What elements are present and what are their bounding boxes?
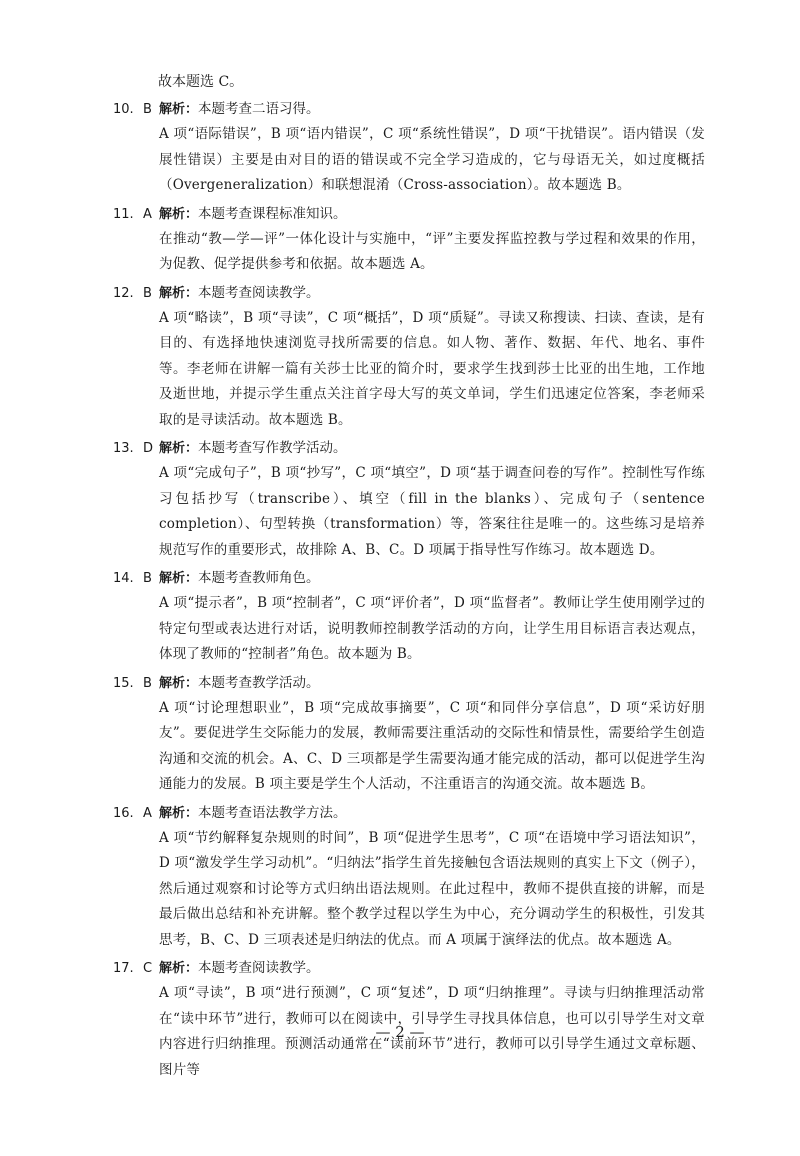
analysis-label: 解析： [159, 675, 199, 691]
answer-header [113, 435, 703, 461]
analysis-topic: 本题考查教学活动。 [198, 674, 320, 691]
analysis-body: A 项“完成句子”，B 项“抄写”，C 项“填空”，D 项“基于调查问卷的写作”。控制性写作练习包括抄写（transcribe）、填空（fill in the blanks）、完成句子（sentence completion）、句型转换（transformation）等，答案往往是唯一的。这些练习是培养规范写作的重要形式，故排除 A、B、C。D 项属于指导性写作练习。故本题选 D。 [159, 465, 705, 558]
analysis-label: 解析： [159, 441, 199, 456]
answer-letter: B [143, 102, 152, 117]
answer-letter: B [143, 571, 152, 586]
analysis-body: A 项“略读”，B 项“寻读”，C 项“概括”，D 项“质疑”。寻读又称搜读、扫读、查读，是有目的、有选择地快速浏览寻找所需要的信息。如人物、著作、数据、年代、地名、事件等。李老师在讲解一篇有关莎士比亚的简介时，要求学生找到莎士比亚的出生地，工作地及逝世地，并提示学生重点关注首字母大写的英文单词，学生们迅速定位答案，李老师采取的是寻读活动。故本题选 B。 [159, 309, 705, 428]
analysis-topic: 本题考查二语习得。 [198, 101, 320, 117]
analysis-label: 解析： [159, 571, 199, 586]
answer-header [113, 280, 703, 306]
analysis-topic: 本题考查阅读教学。 [198, 284, 320, 301]
analysis-body: A 项“语际错误”，B 项“语内错误”，C 项“系统性错误”，D 项“干扰错误”。语内错误（发展性错误）主要是由对目的语的错误或不完全学习造成的，它与母语无关，如过度概括（Overgeneralization）和联想混淆（Cross-association）。故本题选 B。 [159, 126, 705, 193]
answer-letter: A [143, 805, 152, 821]
question-number: 11. [113, 206, 134, 222]
answer-letter: B [143, 285, 152, 301]
analysis-label: 解析： [159, 102, 199, 117]
answer-header [113, 201, 703, 227]
answer-header [113, 565, 703, 591]
answer-item [113, 955, 703, 1083]
analysis-topic: 本题考查阅读教学。 [198, 960, 320, 976]
answer-letter: C [143, 961, 153, 976]
answer-header [113, 96, 703, 122]
analysis-topic: 本题考查课程标准知识。 [198, 205, 347, 222]
analysis-topic: 本题考查教师角色。 [198, 570, 320, 586]
answer-item [113, 435, 703, 563]
answer-explanations [113, 96, 703, 1085]
analysis-body: 在推动“教—学—评”一体化设计与实施中，“评”主要发挥监控教与学过程和效果的作用，为促教、促学提供参考和依据。故本题选 A。 [159, 230, 705, 272]
question-number: 14. [113, 571, 134, 586]
analysis-label: 解析： [159, 961, 199, 976]
answer-item [113, 201, 703, 278]
question-number: 12. [113, 285, 134, 301]
analysis-body: A 项“节约解释复杂规则的时间”，B 项“促进学生思考”，C 项“在语境中学习语法知识”，D 项“激发学生学习动机”。“归纳法”指学生首先接触包含语法规则的真实上下文（例子），然后通过观察和讨论等方式归纳出语法规则。在此过程中，教师不提供直接的讲解，而是最后做出总结和补充讲解。整个教学过程以学生为中心，充分调动学生的积极性，引发其思考，B、C、D 三项表述是归纳法的优点。而 A 项属于演绎法的优点。故本题选 A。 [159, 829, 705, 948]
question-number: 16. [113, 805, 134, 821]
page-number: — 2 — [375, 1023, 425, 1041]
answer-item [113, 280, 703, 434]
question-number: 17. [113, 961, 134, 976]
analysis-topic: 本题考查写作教学活动。 [198, 440, 347, 456]
answer-letter: B [143, 675, 152, 691]
analysis-label: 解析： [159, 285, 199, 301]
continuation-text: 故本题选 C。 [158, 74, 244, 90]
analysis-body: A 项“提示者”，B 项“控制者”，C 项“评价者”，D 项“监督者”。教师让学生使用刚学过的特定句型或表达进行对话，说明教师控制教学活动的方向，让学生用目标语言表达观点，体现了教师的“控制者”角色。故本题为 B。 [159, 595, 705, 662]
analysis-label: 解析： [159, 206, 199, 222]
answer-item [113, 96, 703, 199]
answer-header [113, 955, 703, 981]
answer-letter: A [143, 206, 152, 222]
answer-header [113, 670, 703, 696]
question-number: 13. [113, 441, 134, 456]
answer-letter: D [143, 441, 154, 456]
analysis-topic: 本题考查语法教学方法。 [198, 804, 347, 821]
answer-item [113, 800, 703, 954]
answer-item [113, 565, 703, 668]
analysis-body: A 项“讨论理想职业”，B 项“完成故事摘要”，C 项“和同伴分享信息”，D 项“采访好朋友”。要促进学生交际能力的发展，教师需要注重活动的交际性和情景性，需要给学生创造沟通和交流的机会。A、C、D 三项都是学生需要沟通才能完成的活动，都可以促进学生沟通能力的发展。B 项主要是学生个人活动，不注重语言的沟通交流。故本题选 B。 [159, 699, 705, 792]
analysis-label: 解析： [159, 805, 199, 821]
question-number: 15. [113, 675, 134, 691]
analysis-body: A 项“寻读”，B 项“进行预测”，C 项“复述”，D 项“归纳推理”。寻读与归纳推理活动常在“读中环节”进行，教师可以在阅读中，引导学生寻找具体信息，也可以引导学生对文章内容进行归纳推理。预测活动通常在“读前环节”进行，教师可以引导学生通过文章标题、图片等 [159, 985, 705, 1078]
question-number: 10. [113, 102, 134, 117]
answer-item [113, 670, 703, 798]
answer-header [113, 800, 703, 826]
